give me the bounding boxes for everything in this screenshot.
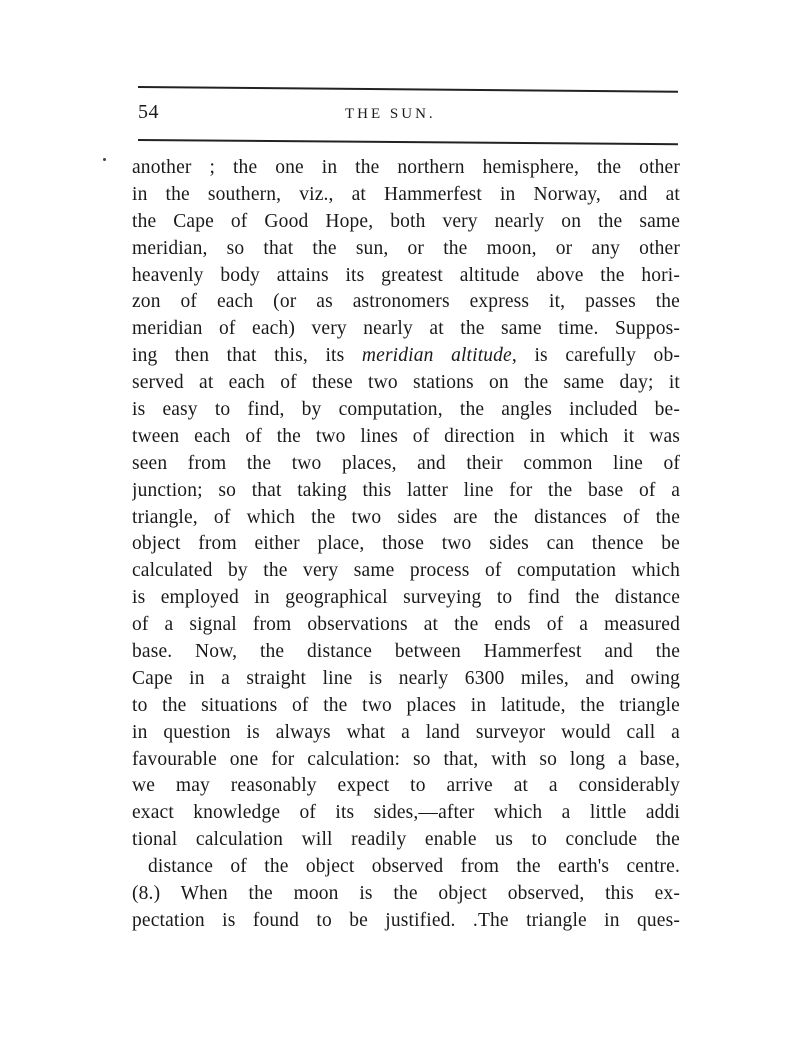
text-line: seen from the two places, and their common line of: [132, 452, 680, 474]
body-text: [132, 155, 680, 935]
text-line: Cape in a straight line is nearly 6300 miles, and owing: [132, 667, 680, 689]
text-line: exact knowledge of its sides,—after which a little addi: [132, 802, 680, 824]
text-line: tional calculation will readily enable us to conclude the: [132, 829, 680, 851]
text-line: to the situations of the two places in latitude, the triangle: [132, 694, 680, 716]
text-line: served at each of these two stations on the same day; it: [132, 372, 680, 394]
text-line: junction; so that taking this latter line for the base of a: [132, 479, 680, 501]
text-line: another ; the one in the northern hemisphere, the other: [132, 157, 680, 178]
text-line: is employed in geographical surveying to find the distance: [132, 587, 680, 609]
text-line: we may reasonably expect to arrive at a considerably: [132, 775, 680, 797]
text-line: in question is always what a land surveyor would call a: [132, 721, 680, 743]
text-line: tween each of the two lines of direction in which it was: [132, 425, 680, 447]
running-head: THE SUN.: [345, 106, 436, 122]
paragraph-start-line: distance of the object observed from the earth's centre.: [148, 856, 680, 878]
text-line: heavenly body attains its greatest altitude above the hori-: [132, 264, 680, 286]
text-line: (8.) When the moon is the object observed, this ex-: [132, 883, 680, 905]
text-line-with-italic: [132, 343, 680, 370]
header-rule-bottom: [138, 139, 678, 145]
header-rule-top: [138, 86, 678, 93]
italic-term-meridian-altitude: meridian altitude: [361, 345, 512, 367]
page-number: 54: [138, 101, 159, 123]
text-line: meridian of each) very nearly at the same time. Suppos-: [132, 318, 680, 340]
text-line: zon of each (or as astronomers express it, passes the: [132, 291, 680, 313]
text-line: in the southern, viz., at Hammerfest in Norway, and at: [132, 183, 680, 205]
text-fragment: , is carefully ob-: [511, 345, 680, 367]
text-line: meridian, so that the sun, or the moon, or any other: [132, 237, 680, 259]
text-line: of a signal from observations at the ends of a measured: [132, 614, 680, 636]
text-fragment: ing then that this, its: [132, 345, 362, 367]
text-line: is easy to find, by computation, the angles included be-: [132, 399, 680, 421]
text-line: calculated by the very same process of computation which: [132, 560, 680, 582]
text-line: triangle, of which the two sides are the distances of the: [132, 506, 680, 528]
stray-mark: [103, 158, 106, 161]
text-line: favourable one for calculation: so that, with so long a base,: [132, 748, 680, 770]
text-line: the Cape of Good Hope, both very nearly on the same: [132, 210, 680, 232]
text-line: object from either place, those two sides can thence be: [132, 533, 680, 555]
text-line: pectation is found to be justified. .The triangle in ques-: [132, 909, 680, 931]
text-line: base. Now, the distance between Hammerfest and the: [132, 641, 680, 663]
